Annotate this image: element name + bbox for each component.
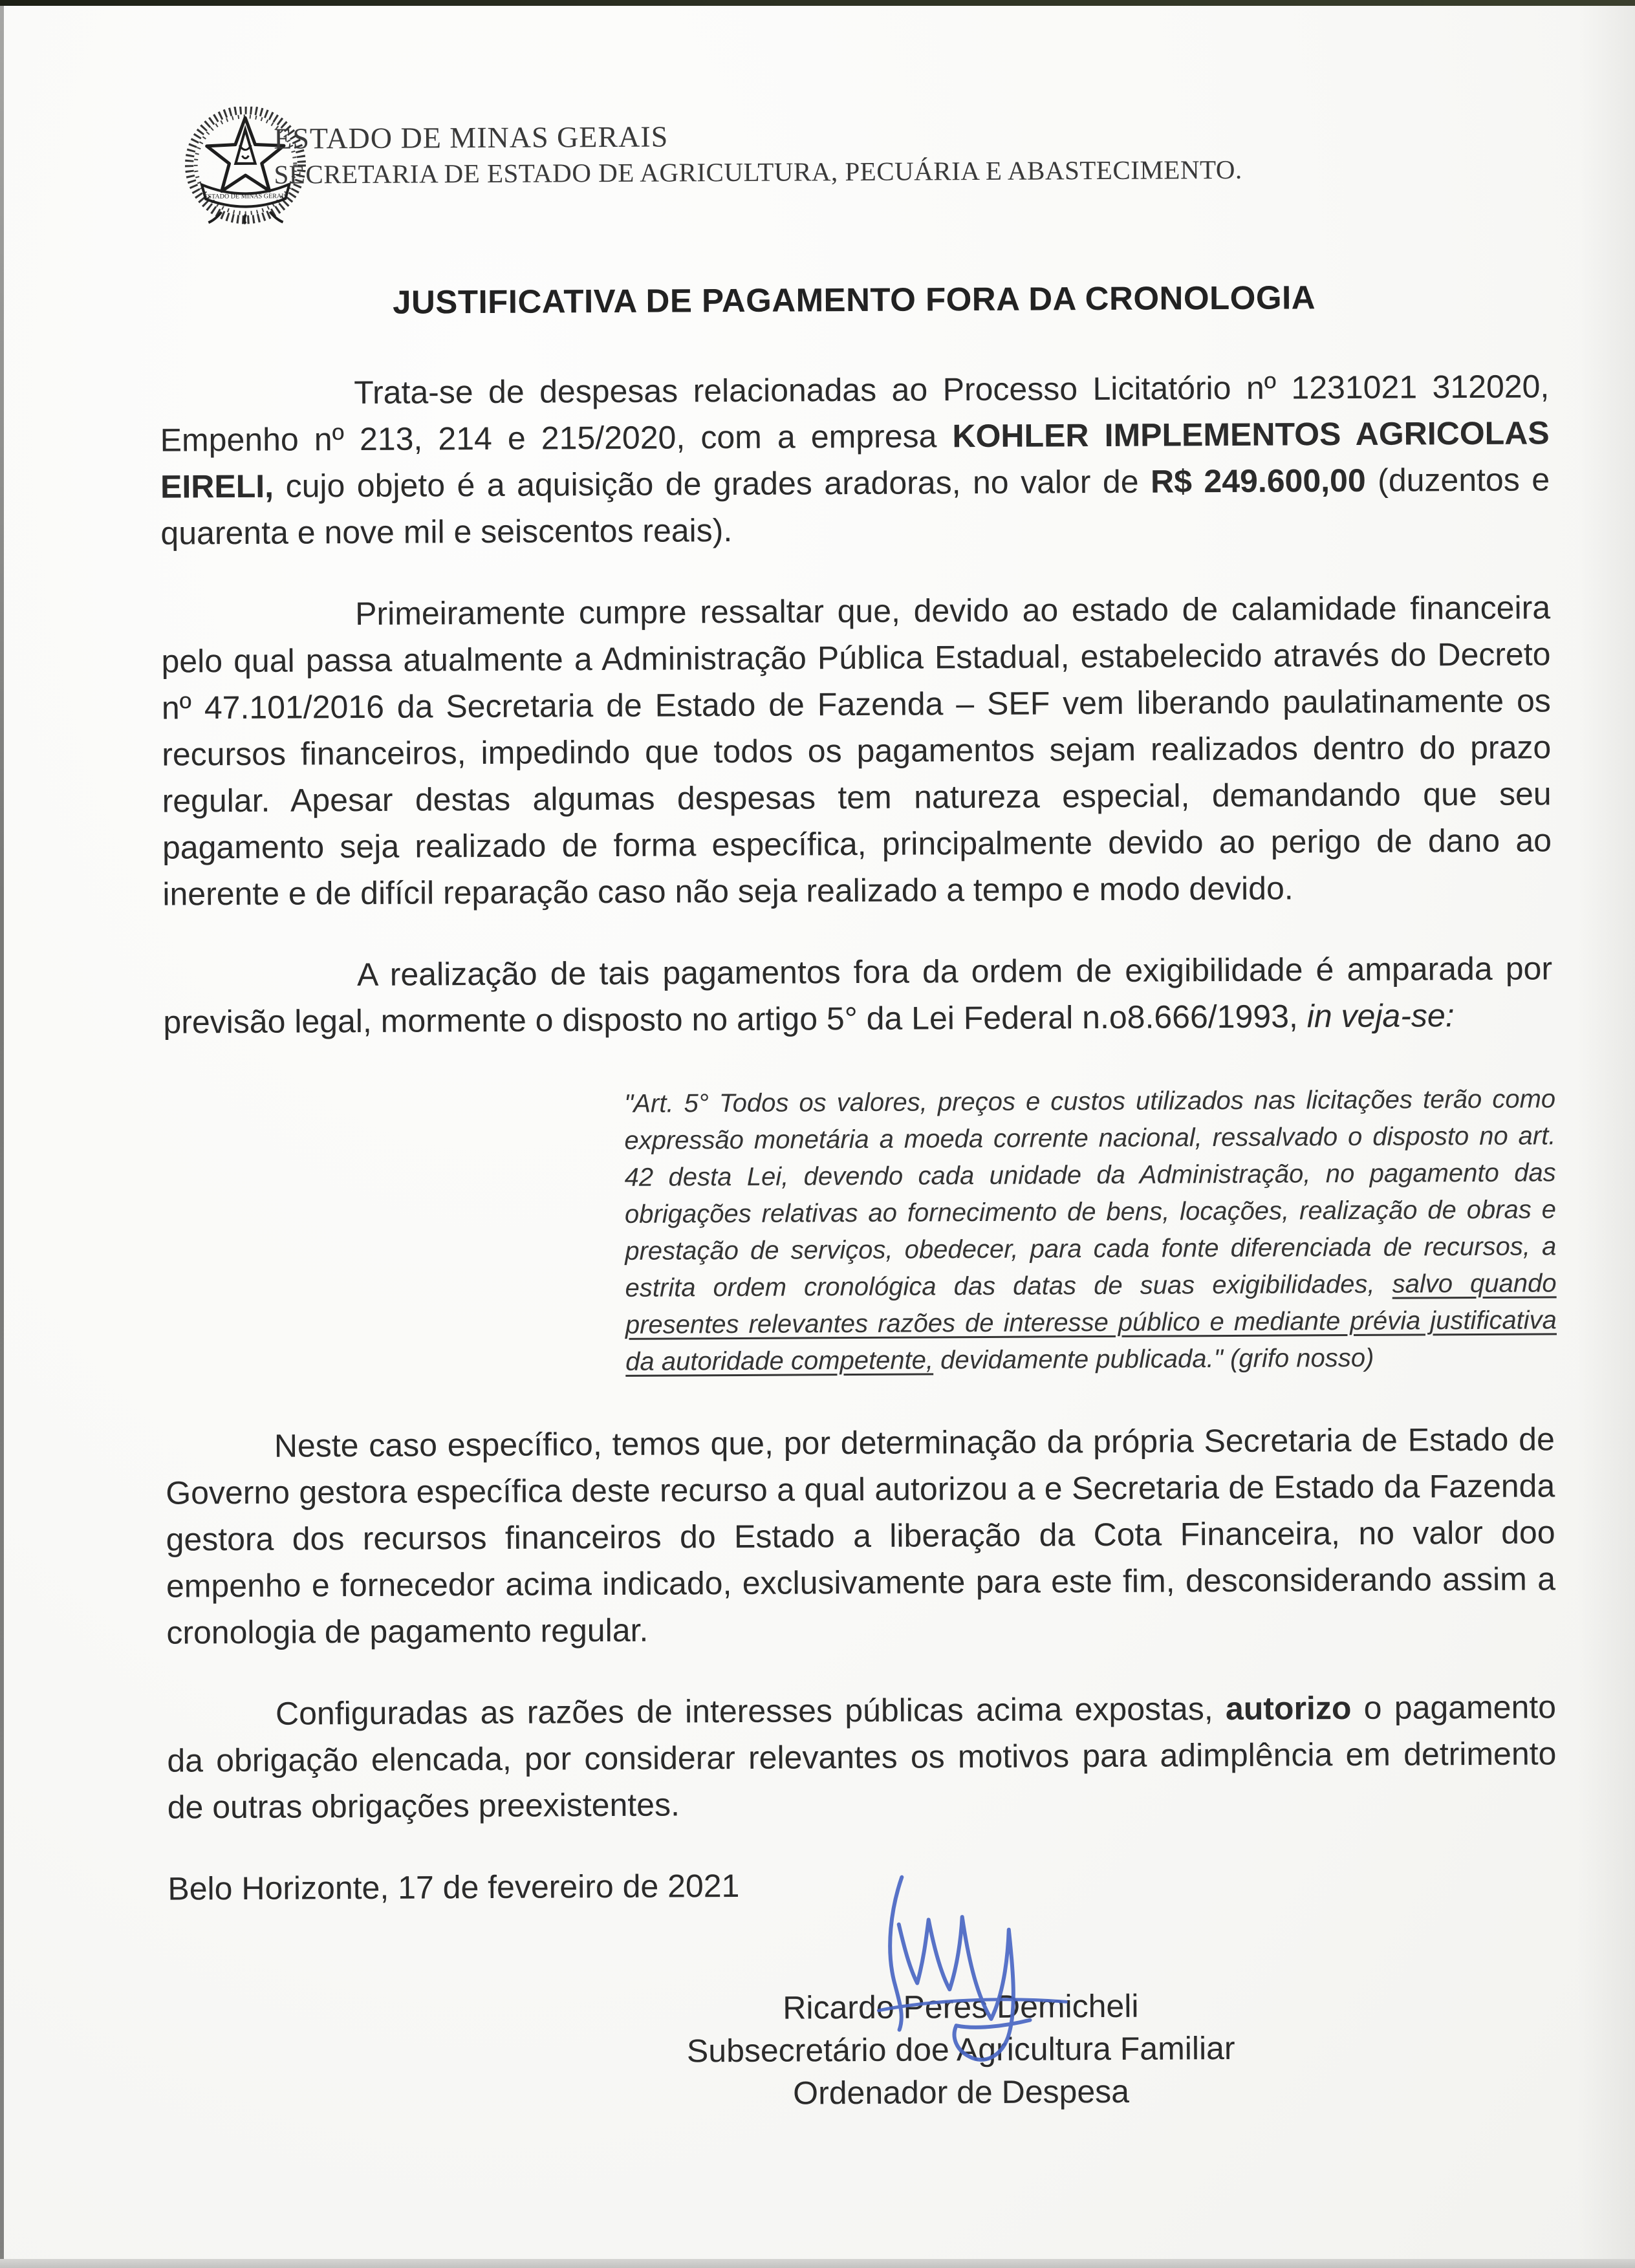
- text-run: "Art. 5° Todos os valores, preços e custos utilizados nas licitações terão como expressão monetária a moeda corrente nacional, ressalvado o disposto no art. 42 desta Lei, devendo cada unidade da Administração, no pagamento das obrigações relativas ao fornecimento de bens, locações, realização de obras e prestação de serviços, obedecer, para cada fonte diferenciada de recursos, a estrita ordem cronológica das datas de suas exigibilidades,: [623, 1085, 1557, 1302]
- text-run: Neste caso específico, temos que, por determinação da própria Secretaria de Estado de Governo gestora específica deste recurso a qual autorizou a e Secretaria de Estado da Fazenda gestora dos recursos financeiros do Estado a liberação da Cota Financeira, no valor doo empenho e fornecedor acima indicado, exclusivamente para este fim, desconsiderando assim a cronologia de pagamento regular.: [166, 1421, 1556, 1651]
- text-run: KOHLER IMPLEMENTOS AGRICOLAS EIRELI,: [160, 415, 1550, 505]
- paragraph-authorization: [167, 1683, 1557, 1830]
- text-run: autorizo: [1225, 1690, 1352, 1727]
- org-lines: [274, 117, 1242, 193]
- scan-edge-bottom: [0, 2259, 1635, 2268]
- document-title: JUSTIFICATIVA DE PAGAMENTO FORA DA CRONOLOGIA: [392, 279, 1316, 321]
- scan-edge-left: [0, 6, 4, 2259]
- scan-edge-right-shade: [1577, 0, 1635, 2268]
- text-run: in veja-se:: [1306, 997, 1455, 1035]
- text-run: cujo objeto é a aquisição de grades aradoras, no valor de: [273, 463, 1151, 504]
- paragraph-law-quote: [624, 1081, 1557, 1381]
- text-run: salvo quando presentes relevantes razões de interesse público e mediante prévia justificativa da autoridade competente,: [625, 1269, 1557, 1376]
- signature-block: [589, 1983, 1333, 2115]
- seal-banner-text: ESTADO DE MINAS GERAIS: [204, 193, 288, 200]
- paragraph-intro: [160, 363, 1550, 556]
- text-run: Trata-se de despesas relacionadas ao Processo Licitatório nº 1231021 312020, Empenho nº 213, 214 e 215/2020, com a empresa: [160, 368, 1550, 459]
- text-run: Primeiramente cumpre ressaltar que, devido ao estado de calamidade financeira pelo qual passa atualmente a Administração Pública Estadual, estabelecido através do Decreto nº 47.101/2016 da Secretaria de Estado de Fazenda – SEF vem liberando paulatinamente os recursos financeiros, impedindo que todos os pagamentos sejam realizados dentro do prazo regular. Apesar destas algumas despesas tem natureza especial, demandando que seu pagamento seja realizado de forma específica, principalmente devido ao perigo de dano ao inerente e de difícil reparação caso não seja realizado a tempo e modo devido.: [161, 589, 1552, 913]
- text-run: R$ 249.600,00: [1150, 462, 1378, 500]
- text-run: o pagamento da obrigação elencada, por considerar relevantes os motivos para adimplência em detrimento de outras obrigações preexistentes.: [167, 1689, 1557, 1826]
- text-run: Configuradas as razões de interesses públicas acima expostas,: [275, 1690, 1226, 1732]
- date-line: Belo Horizonte, 17 de fevereiro de 2021: [168, 1867, 740, 1907]
- signatory-name: Ricardo Peres Demicheli: [783, 1987, 1139, 2026]
- text-run: (duzentos e quarenta e nove mil e seiscentos reais).: [160, 461, 1550, 552]
- paragraph-case: [166, 1416, 1556, 1656]
- paragraph-legal-basis: [163, 945, 1553, 1045]
- signatory-role-2: Ordenador de Despesa: [793, 2073, 1130, 2111]
- scan-edge-top: [0, 0, 1635, 6]
- text-run: devidamente publicada." (grifo nosso): [933, 1343, 1374, 1375]
- paragraph-context: [161, 584, 1552, 917]
- document-content: [158, 100, 1558, 2117]
- document-body: [160, 363, 1557, 1830]
- org-name-line1: ESTADO DE MINAS GERAIS: [274, 120, 669, 155]
- text-run: A realização de tais pagamentos fora da ordem de exigibilidade é amparada por previsão legal, mormente o disposto no artigo 5° da Lei Federal n.o8.666/1993,: [163, 950, 1553, 1041]
- letterhead: [158, 100, 1548, 230]
- org-name-line2: SECRETARIA DE ESTADO DE AGRICULTURA, PECUÁRIA E ABASTECIMENTO.: [274, 154, 1242, 189]
- signatory-role-1: Subsecretário doe Agricultura Familiar: [686, 2029, 1235, 2069]
